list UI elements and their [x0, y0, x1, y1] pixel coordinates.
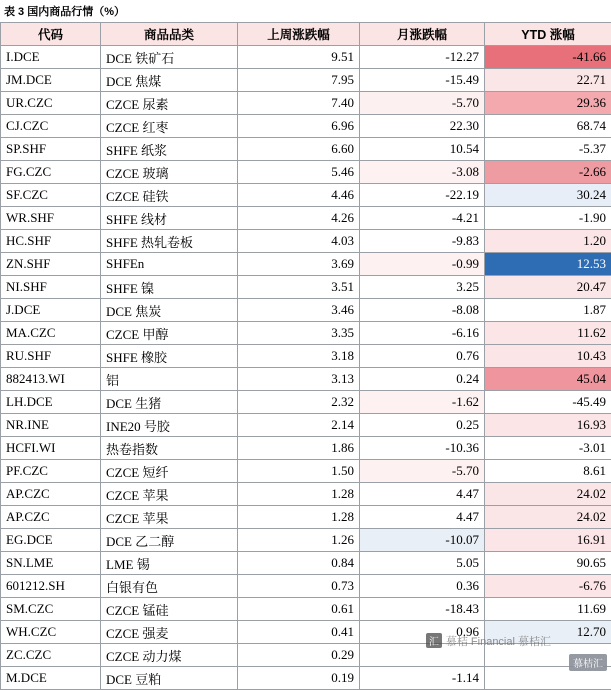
cell-weekly-change: 1.26 — [238, 529, 360, 552]
cell-weekly-change: 9.51 — [238, 46, 360, 69]
cell-weekly-change: 4.26 — [238, 207, 360, 230]
table-row — [1, 575, 611, 598]
cell-category: CZCE 玻璃 — [101, 161, 238, 184]
cell-ytd-change: 24.02 — [485, 506, 611, 529]
cell-code: 882413.WI — [1, 368, 101, 391]
cell-code: CJ.CZC — [1, 115, 101, 138]
cell-code: J.DCE — [1, 299, 101, 322]
cell-ytd-change — [485, 644, 611, 667]
cell-monthly-change: 5.05 — [360, 552, 485, 575]
table-row — [1, 299, 611, 322]
cell-ytd-change: 30.24 — [485, 184, 611, 207]
cell-category: CZCE 短纤 — [101, 460, 238, 483]
cell-monthly-change: -0.99 — [360, 253, 485, 276]
cell-category: LME 锡 — [101, 552, 238, 575]
cell-monthly-change: -6.16 — [360, 322, 485, 345]
cell-code: HCFI.WI — [1, 437, 101, 460]
cell-code: SM.CZC — [1, 598, 101, 621]
table-row — [1, 460, 611, 483]
cell-ytd-change: 16.93 — [485, 414, 611, 437]
cell-ytd-change: 8.61 — [485, 460, 611, 483]
cell-ytd-change: 1.20 — [485, 230, 611, 253]
watermark-text: 慕桔 Financial 慕桔汇 — [446, 636, 551, 648]
cell-ytd-change: 24.02 — [485, 483, 611, 506]
corner-watermark-badge: 慕桔汇 — [569, 654, 607, 671]
cell-ytd-change: -5.37 — [485, 138, 611, 161]
cell-weekly-change: 1.50 — [238, 460, 360, 483]
cell-category: CZCE 硅铁 — [101, 184, 238, 207]
cell-category: CZCE 甲醇 — [101, 322, 238, 345]
cell-ytd-change: 11.69 — [485, 598, 611, 621]
cell-monthly-change: -15.49 — [360, 69, 485, 92]
column-header-monthly-change: 月涨跌幅 — [360, 23, 485, 46]
cell-weekly-change: 3.46 — [238, 299, 360, 322]
cell-monthly-change: -5.70 — [360, 460, 485, 483]
cell-category: CZCE 苹果 — [101, 506, 238, 529]
cell-category: CZCE 红枣 — [101, 115, 238, 138]
cell-monthly-change: 4.47 — [360, 483, 485, 506]
cell-code: UR.CZC — [1, 92, 101, 115]
cell-ytd-change: 29.36 — [485, 92, 611, 115]
column-header-ytd-change: YTD 涨幅 — [485, 23, 611, 46]
cell-code: AP.CZC — [1, 506, 101, 529]
table-row — [1, 92, 611, 115]
table-caption: 表 3 国内商品行情（%） — [0, 0, 611, 22]
cell-category: SHFE 橡胶 — [101, 345, 238, 368]
cell-ytd-change: 1.87 — [485, 299, 611, 322]
table-row — [1, 207, 611, 230]
table-row — [1, 529, 611, 552]
cell-monthly-change: -18.43 — [360, 598, 485, 621]
commodity-quote-table — [0, 22, 611, 690]
cell-category: CZCE 强麦 — [101, 621, 238, 644]
cell-code: FG.CZC — [1, 161, 101, 184]
table-row — [1, 391, 611, 414]
cell-code: JM.DCE — [1, 69, 101, 92]
table-row — [1, 115, 611, 138]
cell-category: 铝 — [101, 368, 238, 391]
table-row — [1, 230, 611, 253]
table-row — [1, 184, 611, 207]
cell-monthly-change: 22.30 — [360, 115, 485, 138]
cell-ytd-change: 12.53 — [485, 253, 611, 276]
cell-weekly-change: 3.13 — [238, 368, 360, 391]
cell-category: DCE 豆粕 — [101, 667, 238, 690]
cell-category: 热卷指数 — [101, 437, 238, 460]
cell-monthly-change: -4.21 — [360, 207, 485, 230]
table-header-row — [1, 23, 611, 46]
cell-ytd-change: 68.74 — [485, 115, 611, 138]
table-row — [1, 368, 611, 391]
table-row — [1, 138, 611, 161]
cell-weekly-change: 7.95 — [238, 69, 360, 92]
cell-weekly-change: 6.96 — [238, 115, 360, 138]
cell-code: MA.CZC — [1, 322, 101, 345]
cell-ytd-change: 16.91 — [485, 529, 611, 552]
column-header-code: 代码 — [1, 23, 101, 46]
cell-monthly-change: -12.27 — [360, 46, 485, 69]
cell-category: CZCE 锰硅 — [101, 598, 238, 621]
cell-code: SP.SHF — [1, 138, 101, 161]
cell-monthly-change: 4.47 — [360, 506, 485, 529]
cell-code: EG.DCE — [1, 529, 101, 552]
cell-code: M.DCE — [1, 667, 101, 690]
cell-ytd-change: 10.43 — [485, 345, 611, 368]
table-row — [1, 276, 611, 299]
cell-monthly-change: 10.54 — [360, 138, 485, 161]
cell-monthly-change: 3.25 — [360, 276, 485, 299]
table-body — [1, 46, 611, 690]
cell-ytd-change: 12.70 — [485, 621, 611, 644]
cell-category: SHFE 纸浆 — [101, 138, 238, 161]
cell-monthly-change: 0.36 — [360, 575, 485, 598]
cell-ytd-change: 45.04 — [485, 368, 611, 391]
cell-weekly-change: 2.32 — [238, 391, 360, 414]
cell-monthly-change: -22.19 — [360, 184, 485, 207]
cell-monthly-change: -9.83 — [360, 230, 485, 253]
table-row — [1, 437, 611, 460]
cell-weekly-change: 0.41 — [238, 621, 360, 644]
cell-monthly-change: 0.24 — [360, 368, 485, 391]
cell-monthly-change: -10.07 — [360, 529, 485, 552]
cell-weekly-change: 3.69 — [238, 253, 360, 276]
cell-category: INE20 号胶 — [101, 414, 238, 437]
column-header-weekly-change: 上周涨跌幅 — [238, 23, 360, 46]
cell-ytd-change: -6.76 — [485, 575, 611, 598]
cell-monthly-change: -5.70 — [360, 92, 485, 115]
table-row — [1, 598, 611, 621]
cell-category: CZCE 动力煤 — [101, 644, 238, 667]
cell-weekly-change: 4.46 — [238, 184, 360, 207]
cell-code: SN.LME — [1, 552, 101, 575]
cell-category: 白银有色 — [101, 575, 238, 598]
cell-category: CZCE 苹果 — [101, 483, 238, 506]
cell-code: ZN.SHF — [1, 253, 101, 276]
cell-weekly-change: 0.29 — [238, 644, 360, 667]
cell-category: DCE 铁矿石 — [101, 46, 238, 69]
cell-monthly-change: 0.25 — [360, 414, 485, 437]
cell-code: RU.SHF — [1, 345, 101, 368]
cell-category: DCE 乙二醇 — [101, 529, 238, 552]
cell-category: CZCE 尿素 — [101, 92, 238, 115]
cell-ytd-change — [485, 667, 611, 690]
table-row — [1, 414, 611, 437]
table-row — [1, 69, 611, 92]
cell-ytd-change: 11.62 — [485, 322, 611, 345]
table-row — [1, 506, 611, 529]
cell-category: DCE 生猪 — [101, 391, 238, 414]
table-row — [1, 483, 611, 506]
cell-weekly-change: 6.60 — [238, 138, 360, 161]
table-row — [1, 322, 611, 345]
cell-weekly-change: 1.28 — [238, 483, 360, 506]
cell-code: NR.INE — [1, 414, 101, 437]
column-header-category: 商品品类 — [101, 23, 238, 46]
cell-code: AP.CZC — [1, 483, 101, 506]
cell-ytd-change: -1.90 — [485, 207, 611, 230]
cell-weekly-change: 3.35 — [238, 322, 360, 345]
cell-category: SHFEn — [101, 253, 238, 276]
cell-weekly-change: 2.14 — [238, 414, 360, 437]
cell-ytd-change: -41.66 — [485, 46, 611, 69]
cell-monthly-change: 0.96 — [360, 621, 485, 644]
cell-ytd-change: -3.01 — [485, 437, 611, 460]
cell-monthly-change: -1.62 — [360, 391, 485, 414]
cell-weekly-change: 0.61 — [238, 598, 360, 621]
table-row — [1, 552, 611, 575]
cell-weekly-change: 1.86 — [238, 437, 360, 460]
cell-code: HC.SHF — [1, 230, 101, 253]
table-row — [1, 644, 611, 667]
cell-category: SHFE 热轧卷板 — [101, 230, 238, 253]
cell-monthly-change: -10.36 — [360, 437, 485, 460]
table-row — [1, 667, 611, 690]
cell-ytd-change: 22.71 — [485, 69, 611, 92]
cell-ytd-change: -2.66 — [485, 161, 611, 184]
cell-code: ZC.CZC — [1, 644, 101, 667]
table-row — [1, 46, 611, 69]
cell-weekly-change: 4.03 — [238, 230, 360, 253]
cell-monthly-change — [360, 644, 485, 667]
table-row — [1, 621, 611, 644]
cell-ytd-change: -45.49 — [485, 391, 611, 414]
cell-code: WH.CZC — [1, 621, 101, 644]
table-header — [1, 23, 611, 46]
cell-category: DCE 焦煤 — [101, 69, 238, 92]
cell-code: SF.CZC — [1, 184, 101, 207]
cell-monthly-change: -8.08 — [360, 299, 485, 322]
table-row — [1, 345, 611, 368]
cell-code: WR.SHF — [1, 207, 101, 230]
cell-monthly-change: -3.08 — [360, 161, 485, 184]
cell-ytd-change: 20.47 — [485, 276, 611, 299]
cell-code: PF.CZC — [1, 460, 101, 483]
cell-weekly-change: 3.51 — [238, 276, 360, 299]
table-row — [1, 253, 611, 276]
cell-code: 601212.SH — [1, 575, 101, 598]
cell-category: SHFE 线材 — [101, 207, 238, 230]
cell-code: I.DCE — [1, 46, 101, 69]
cell-category: SHFE 镍 — [101, 276, 238, 299]
cell-code: NI.SHF — [1, 276, 101, 299]
cell-monthly-change: 0.76 — [360, 345, 485, 368]
watermark-badge-icon: 汇 — [426, 633, 442, 648]
cell-weekly-change: 0.73 — [238, 575, 360, 598]
cell-weekly-change: 5.46 — [238, 161, 360, 184]
table-row — [1, 161, 611, 184]
cell-weekly-change: 1.28 — [238, 506, 360, 529]
cell-weekly-change: 0.19 — [238, 667, 360, 690]
cell-weekly-change: 3.18 — [238, 345, 360, 368]
cell-weekly-change: 0.84 — [238, 552, 360, 575]
cell-code: LH.DCE — [1, 391, 101, 414]
cell-monthly-change: -1.14 — [360, 667, 485, 690]
cell-weekly-change: 7.40 — [238, 92, 360, 115]
cell-ytd-change: 90.65 — [485, 552, 611, 575]
cell-category: DCE 焦炭 — [101, 299, 238, 322]
